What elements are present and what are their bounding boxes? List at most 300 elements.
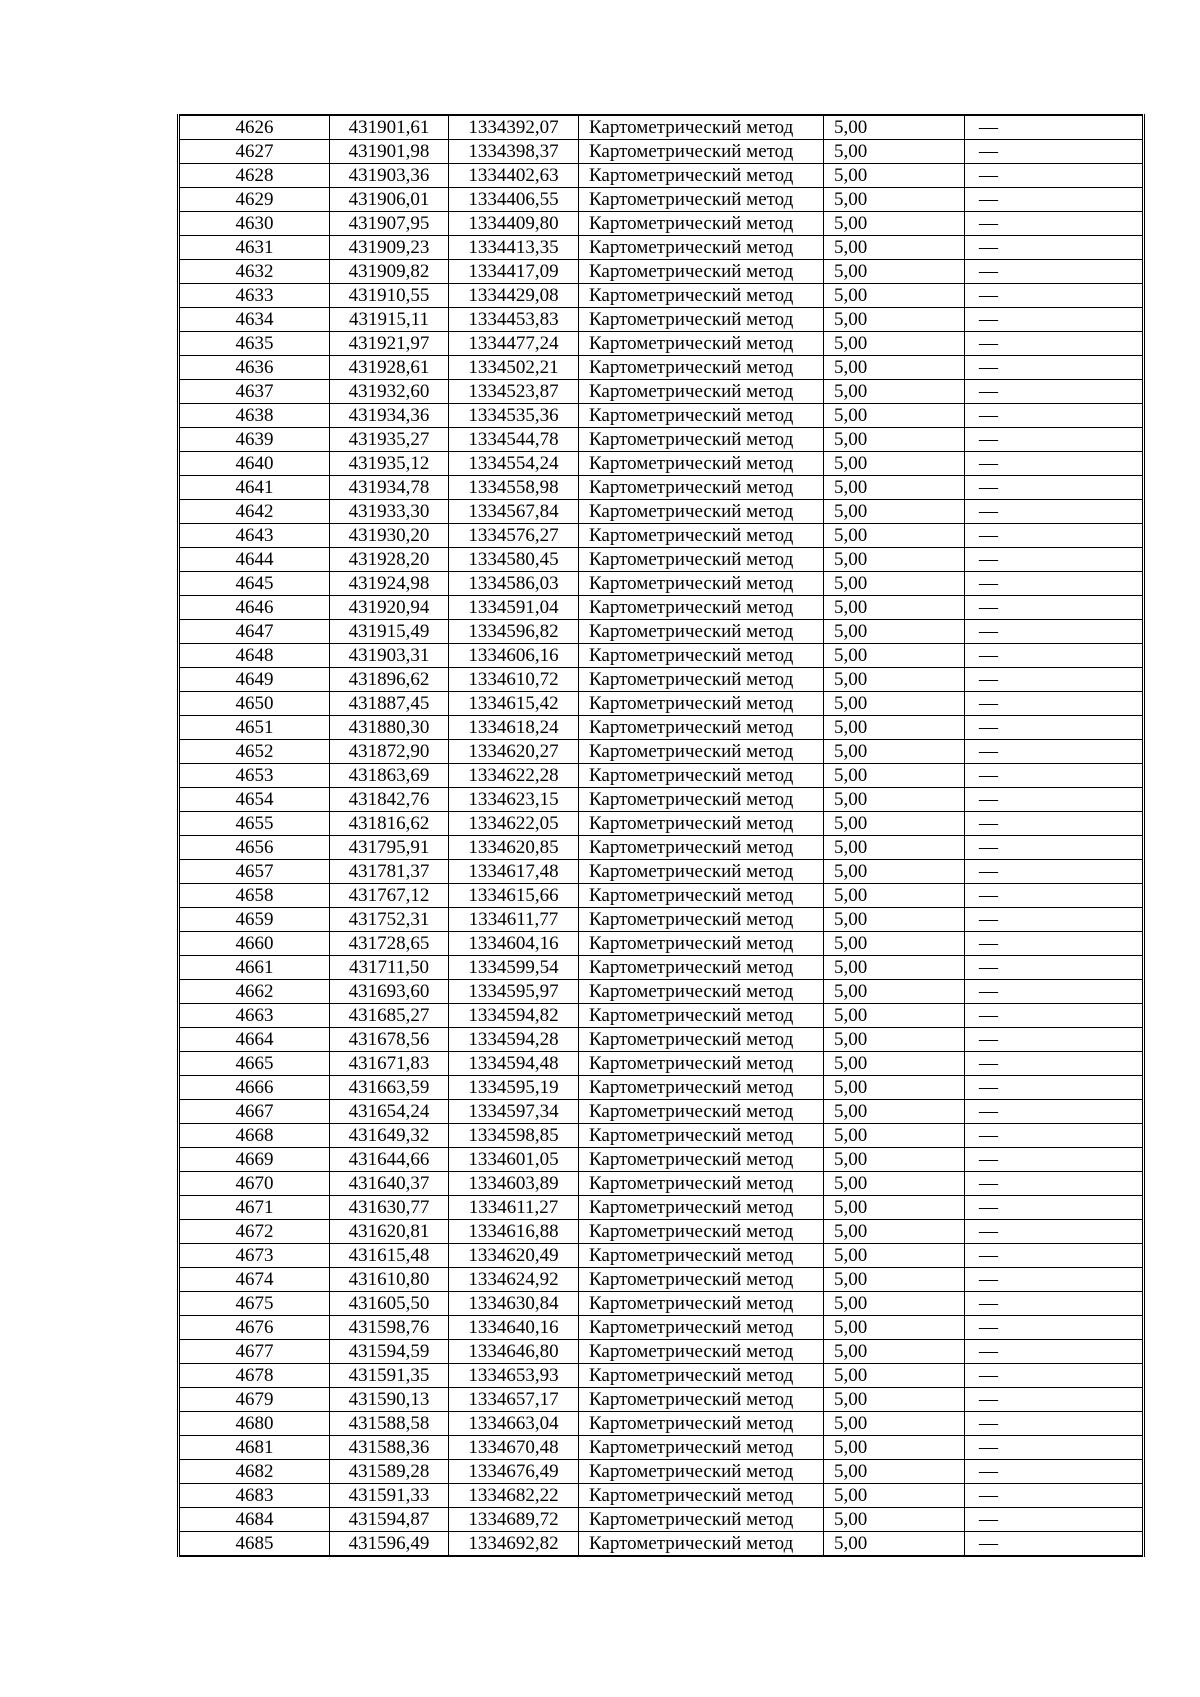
point-number-cell: 4653	[179, 764, 330, 788]
accuracy-cell: 5,00	[824, 1532, 965, 1557]
method-cell: Картометрический метод	[579, 716, 824, 740]
x-coordinate-cell: 431589,28	[330, 1460, 449, 1484]
description-cell: —	[965, 764, 1144, 788]
table-row	[179, 260, 1144, 284]
point-number-cell: 4678	[179, 1364, 330, 1388]
x-coordinate-cell: 431928,61	[330, 356, 449, 380]
accuracy-cell: 5,00	[824, 1268, 965, 1292]
table-row	[179, 620, 1144, 644]
description-cell: —	[965, 836, 1144, 860]
accuracy-cell: 5,00	[824, 860, 965, 884]
accuracy-cell: 5,00	[824, 1508, 965, 1532]
table-row	[179, 524, 1144, 548]
method-cell: Картометрический метод	[579, 932, 824, 956]
description-cell: —	[965, 1412, 1144, 1436]
y-coordinate-cell: 1334406,55	[449, 188, 579, 212]
accuracy-cell: 5,00	[824, 836, 965, 860]
description-cell: —	[965, 860, 1144, 884]
method-cell: Картометрический метод	[579, 284, 824, 308]
y-coordinate-cell: 1334692,82	[449, 1532, 579, 1557]
x-coordinate-cell: 431880,30	[330, 716, 449, 740]
method-cell: Картометрический метод	[579, 812, 824, 836]
y-coordinate-cell: 1334615,66	[449, 884, 579, 908]
y-coordinate-cell: 1334676,49	[449, 1460, 579, 1484]
x-coordinate-cell: 431591,33	[330, 1484, 449, 1508]
x-coordinate-cell: 431887,45	[330, 692, 449, 716]
y-coordinate-cell: 1334604,16	[449, 932, 579, 956]
x-coordinate-cell: 431610,80	[330, 1268, 449, 1292]
x-coordinate-cell: 431920,94	[330, 596, 449, 620]
method-cell: Картометрический метод	[579, 668, 824, 692]
accuracy-cell: 5,00	[824, 1196, 965, 1220]
method-cell: Картометрический метод	[579, 740, 824, 764]
point-number-cell: 4645	[179, 572, 330, 596]
x-coordinate-cell: 431903,36	[330, 164, 449, 188]
description-cell: —	[965, 284, 1144, 308]
description-cell: —	[965, 1316, 1144, 1340]
table-row	[179, 1460, 1144, 1484]
method-cell: Картометрический метод	[579, 1340, 824, 1364]
point-number-cell: 4668	[179, 1124, 330, 1148]
table-row	[179, 476, 1144, 500]
method-cell: Картометрический метод	[579, 380, 824, 404]
table-row	[179, 1484, 1144, 1508]
y-coordinate-cell: 1334591,04	[449, 596, 579, 620]
point-number-cell: 4683	[179, 1484, 330, 1508]
table-row	[179, 188, 1144, 212]
method-cell: Картометрический метод	[579, 212, 824, 236]
point-number-cell: 4634	[179, 308, 330, 332]
table-row	[179, 788, 1144, 812]
accuracy-cell: 5,00	[824, 932, 965, 956]
accuracy-cell: 5,00	[824, 1172, 965, 1196]
method-cell: Картометрический метод	[579, 404, 824, 428]
method-cell: Картометрический метод	[579, 644, 824, 668]
description-cell: —	[965, 236, 1144, 260]
point-number-cell: 4659	[179, 908, 330, 932]
point-number-cell: 4666	[179, 1076, 330, 1100]
accuracy-cell: 5,00	[824, 716, 965, 740]
y-coordinate-cell: 1334646,80	[449, 1340, 579, 1364]
x-coordinate-cell: 431934,78	[330, 476, 449, 500]
point-number-cell: 4626	[179, 115, 330, 140]
point-number-cell: 4684	[179, 1508, 330, 1532]
method-cell: Картометрический метод	[579, 836, 824, 860]
point-number-cell: 4633	[179, 284, 330, 308]
description-cell: —	[965, 1052, 1144, 1076]
point-number-cell: 4639	[179, 428, 330, 452]
method-cell: Картометрический метод	[579, 1484, 824, 1508]
accuracy-cell: 5,00	[824, 1148, 965, 1172]
description-cell: —	[965, 380, 1144, 404]
accuracy-cell: 5,00	[824, 380, 965, 404]
x-coordinate-cell: 431816,62	[330, 812, 449, 836]
accuracy-cell: 5,00	[824, 1052, 965, 1076]
description-cell: —	[965, 188, 1144, 212]
accuracy-cell: 5,00	[824, 428, 965, 452]
method-cell: Картометрический метод	[579, 548, 824, 572]
point-number-cell: 4671	[179, 1196, 330, 1220]
accuracy-cell: 5,00	[824, 1220, 965, 1244]
y-coordinate-cell: 1334611,27	[449, 1196, 579, 1220]
accuracy-cell: 5,00	[824, 1460, 965, 1484]
table-row	[179, 452, 1144, 476]
description-cell: —	[965, 644, 1144, 668]
description-cell: —	[965, 1004, 1144, 1028]
y-coordinate-cell: 1334477,24	[449, 332, 579, 356]
point-number-cell: 4629	[179, 188, 330, 212]
x-coordinate-cell: 431915,49	[330, 620, 449, 644]
accuracy-cell: 5,00	[824, 1100, 965, 1124]
y-coordinate-cell: 1334502,21	[449, 356, 579, 380]
table-row	[179, 1244, 1144, 1268]
x-coordinate-cell: 431930,20	[330, 524, 449, 548]
accuracy-cell: 5,00	[824, 1124, 965, 1148]
table-row	[179, 980, 1144, 1004]
x-coordinate-cell: 431640,37	[330, 1172, 449, 1196]
y-coordinate-cell: 1334544,78	[449, 428, 579, 452]
x-coordinate-cell: 431910,55	[330, 284, 449, 308]
accuracy-cell: 5,00	[824, 115, 965, 140]
point-number-cell: 4636	[179, 356, 330, 380]
x-coordinate-cell: 431909,82	[330, 260, 449, 284]
point-number-cell: 4679	[179, 1388, 330, 1412]
method-cell: Картометрический метод	[579, 884, 824, 908]
table-row	[179, 1364, 1144, 1388]
x-coordinate-cell: 431663,59	[330, 1076, 449, 1100]
method-cell: Картометрический метод	[579, 1292, 824, 1316]
method-cell: Картометрический метод	[579, 1364, 824, 1388]
y-coordinate-cell: 1334453,83	[449, 308, 579, 332]
y-coordinate-cell: 1334615,42	[449, 692, 579, 716]
table-row	[179, 1052, 1144, 1076]
x-coordinate-cell: 431591,35	[330, 1364, 449, 1388]
x-coordinate-cell: 431915,11	[330, 308, 449, 332]
point-number-cell: 4632	[179, 260, 330, 284]
table-row	[179, 164, 1144, 188]
description-cell: —	[965, 452, 1144, 476]
table-row	[179, 572, 1144, 596]
x-coordinate-cell: 431909,23	[330, 236, 449, 260]
accuracy-cell: 5,00	[824, 1436, 965, 1460]
table-row	[179, 380, 1144, 404]
method-cell: Картометрический метод	[579, 140, 824, 164]
x-coordinate-cell: 431671,83	[330, 1052, 449, 1076]
description-cell: —	[965, 620, 1144, 644]
method-cell: Картометрический метод	[579, 1412, 824, 1436]
point-number-cell: 4663	[179, 1004, 330, 1028]
table-row	[179, 284, 1144, 308]
table-row	[179, 1340, 1144, 1364]
method-cell: Картометрический метод	[579, 1100, 824, 1124]
table-row	[179, 1004, 1144, 1028]
point-number-cell: 4675	[179, 1292, 330, 1316]
point-number-cell: 4644	[179, 548, 330, 572]
point-number-cell: 4664	[179, 1028, 330, 1052]
point-number-cell: 4651	[179, 716, 330, 740]
y-coordinate-cell: 1334586,03	[449, 572, 579, 596]
point-number-cell: 4641	[179, 476, 330, 500]
description-cell: —	[965, 1460, 1144, 1484]
y-coordinate-cell: 1334554,24	[449, 452, 579, 476]
description-cell: —	[965, 1124, 1144, 1148]
description-cell: —	[965, 1340, 1144, 1364]
table-row	[179, 596, 1144, 620]
table-row	[179, 1532, 1144, 1557]
x-coordinate-cell: 431596,49	[330, 1532, 449, 1557]
x-coordinate-cell: 431863,69	[330, 764, 449, 788]
accuracy-cell: 5,00	[824, 812, 965, 836]
point-number-cell: 4630	[179, 212, 330, 236]
table-row	[179, 1076, 1144, 1100]
description-cell: —	[965, 1100, 1144, 1124]
accuracy-cell: 5,00	[824, 548, 965, 572]
table-row	[179, 932, 1144, 956]
x-coordinate-cell: 431921,97	[330, 332, 449, 356]
y-coordinate-cell: 1334603,89	[449, 1172, 579, 1196]
method-cell: Картометрический метод	[579, 115, 824, 140]
point-number-cell: 4670	[179, 1172, 330, 1196]
x-coordinate-cell: 431903,31	[330, 644, 449, 668]
x-coordinate-cell: 431588,58	[330, 1412, 449, 1436]
y-coordinate-cell: 1334595,97	[449, 980, 579, 1004]
table-row	[179, 115, 1144, 140]
method-cell: Картометрический метод	[579, 1268, 824, 1292]
point-number-cell: 4673	[179, 1244, 330, 1268]
accuracy-cell: 5,00	[824, 188, 965, 212]
accuracy-cell: 5,00	[824, 788, 965, 812]
method-cell: Картометрический метод	[579, 1508, 824, 1532]
method-cell: Картометрический метод	[579, 596, 824, 620]
point-number-cell: 4646	[179, 596, 330, 620]
description-cell: —	[965, 1364, 1144, 1388]
y-coordinate-cell: 1334598,85	[449, 1124, 579, 1148]
x-coordinate-cell: 431678,56	[330, 1028, 449, 1052]
table-row	[179, 1100, 1144, 1124]
accuracy-cell: 5,00	[824, 404, 965, 428]
point-number-cell: 4680	[179, 1412, 330, 1436]
description-cell: —	[965, 548, 1144, 572]
y-coordinate-cell: 1334599,54	[449, 956, 579, 980]
y-coordinate-cell: 1334398,37	[449, 140, 579, 164]
description-cell: —	[965, 404, 1144, 428]
x-coordinate-cell: 431932,60	[330, 380, 449, 404]
accuracy-cell: 5,00	[824, 1028, 965, 1052]
description-cell: —	[965, 572, 1144, 596]
description-cell: —	[965, 956, 1144, 980]
description-cell: —	[965, 788, 1144, 812]
table-row	[179, 956, 1144, 980]
table-row	[179, 404, 1144, 428]
method-cell: Картометрический метод	[579, 476, 824, 500]
x-coordinate-cell: 431924,98	[330, 572, 449, 596]
table-row	[179, 1508, 1144, 1532]
point-number-cell: 4635	[179, 332, 330, 356]
y-coordinate-cell: 1334413,35	[449, 236, 579, 260]
table-row	[179, 692, 1144, 716]
accuracy-cell: 5,00	[824, 452, 965, 476]
method-cell: Картометрический метод	[579, 356, 824, 380]
method-cell: Картометрический метод	[579, 1052, 824, 1076]
accuracy-cell: 5,00	[824, 356, 965, 380]
method-cell: Картометрический метод	[579, 260, 824, 284]
y-coordinate-cell: 1334640,16	[449, 1316, 579, 1340]
y-coordinate-cell: 1334576,27	[449, 524, 579, 548]
accuracy-cell: 5,00	[824, 1004, 965, 1028]
y-coordinate-cell: 1334580,45	[449, 548, 579, 572]
x-coordinate-cell: 431594,87	[330, 1508, 449, 1532]
y-coordinate-cell: 1334429,08	[449, 284, 579, 308]
y-coordinate-cell: 1334594,82	[449, 1004, 579, 1028]
method-cell: Картометрический метод	[579, 980, 824, 1004]
description-cell: —	[965, 1148, 1144, 1172]
point-number-cell: 4665	[179, 1052, 330, 1076]
method-cell: Картометрический метод	[579, 1244, 824, 1268]
table-row	[179, 1196, 1144, 1220]
y-coordinate-cell: 1334620,49	[449, 1244, 579, 1268]
y-coordinate-cell: 1334622,05	[449, 812, 579, 836]
table-row	[179, 1268, 1144, 1292]
method-cell: Картометрический метод	[579, 1004, 824, 1028]
x-coordinate-cell: 431795,91	[330, 836, 449, 860]
coordinates-table-body	[179, 115, 1144, 1556]
y-coordinate-cell: 1334622,28	[449, 764, 579, 788]
x-coordinate-cell: 431896,62	[330, 668, 449, 692]
table-row	[179, 836, 1144, 860]
description-cell: —	[965, 1508, 1144, 1532]
x-coordinate-cell: 431752,31	[330, 908, 449, 932]
y-coordinate-cell: 1334392,07	[449, 115, 579, 140]
x-coordinate-cell: 431907,95	[330, 212, 449, 236]
x-coordinate-cell: 431901,61	[330, 115, 449, 140]
y-coordinate-cell: 1334620,85	[449, 836, 579, 860]
accuracy-cell: 5,00	[824, 164, 965, 188]
accuracy-cell: 5,00	[824, 1484, 965, 1508]
point-number-cell: 4674	[179, 1268, 330, 1292]
accuracy-cell: 5,00	[824, 1244, 965, 1268]
point-number-cell: 4656	[179, 836, 330, 860]
x-coordinate-cell: 431842,76	[330, 788, 449, 812]
description-cell: —	[965, 1436, 1144, 1460]
point-number-cell: 4658	[179, 884, 330, 908]
table-row	[179, 140, 1144, 164]
y-coordinate-cell: 1334402,63	[449, 164, 579, 188]
accuracy-cell: 5,00	[824, 980, 965, 1004]
accuracy-cell: 5,00	[824, 644, 965, 668]
method-cell: Картометрический метод	[579, 764, 824, 788]
method-cell: Картометрический метод	[579, 1076, 824, 1100]
y-coordinate-cell: 1334606,16	[449, 644, 579, 668]
y-coordinate-cell: 1334610,72	[449, 668, 579, 692]
description-cell: —	[965, 884, 1144, 908]
table-row	[179, 668, 1144, 692]
point-number-cell: 4652	[179, 740, 330, 764]
description-cell: —	[965, 596, 1144, 620]
accuracy-cell: 5,00	[824, 1292, 965, 1316]
y-coordinate-cell: 1334620,27	[449, 740, 579, 764]
point-number-cell: 4660	[179, 932, 330, 956]
accuracy-cell: 5,00	[824, 500, 965, 524]
table-row	[179, 1124, 1144, 1148]
y-coordinate-cell: 1334682,22	[449, 1484, 579, 1508]
accuracy-cell: 5,00	[824, 260, 965, 284]
x-coordinate-cell: 431685,27	[330, 1004, 449, 1028]
table-row	[179, 644, 1144, 668]
description-cell: —	[965, 980, 1144, 1004]
description-cell: —	[965, 428, 1144, 452]
table-row	[179, 764, 1144, 788]
point-number-cell: 4649	[179, 668, 330, 692]
method-cell: Картометрический метод	[579, 308, 824, 332]
y-coordinate-cell: 1334653,93	[449, 1364, 579, 1388]
accuracy-cell: 5,00	[824, 572, 965, 596]
y-coordinate-cell: 1334594,28	[449, 1028, 579, 1052]
x-coordinate-cell: 431906,01	[330, 188, 449, 212]
table-row	[179, 428, 1144, 452]
accuracy-cell: 5,00	[824, 908, 965, 932]
y-coordinate-cell: 1334597,34	[449, 1100, 579, 1124]
table-row	[179, 1220, 1144, 1244]
table-row	[179, 356, 1144, 380]
method-cell: Картометрический метод	[579, 692, 824, 716]
x-coordinate-cell: 431901,98	[330, 140, 449, 164]
accuracy-cell: 5,00	[824, 740, 965, 764]
y-coordinate-cell: 1334567,84	[449, 500, 579, 524]
method-cell: Картометрический метод	[579, 500, 824, 524]
point-number-cell: 4627	[179, 140, 330, 164]
x-coordinate-cell: 431649,32	[330, 1124, 449, 1148]
y-coordinate-cell: 1334630,84	[449, 1292, 579, 1316]
table-row	[179, 500, 1144, 524]
table-row	[179, 740, 1144, 764]
y-coordinate-cell: 1334611,77	[449, 908, 579, 932]
point-number-cell: 4681	[179, 1436, 330, 1460]
table-row	[179, 1412, 1144, 1436]
y-coordinate-cell: 1334663,04	[449, 1412, 579, 1436]
y-coordinate-cell: 1334594,48	[449, 1052, 579, 1076]
accuracy-cell: 5,00	[824, 1076, 965, 1100]
accuracy-cell: 5,00	[824, 476, 965, 500]
method-cell: Картометрический метод	[579, 860, 824, 884]
point-number-cell: 4672	[179, 1220, 330, 1244]
table-row	[179, 332, 1144, 356]
y-coordinate-cell: 1334601,05	[449, 1148, 579, 1172]
description-cell: —	[965, 1244, 1144, 1268]
description-cell: —	[965, 1388, 1144, 1412]
table-row	[179, 1316, 1144, 1340]
point-number-cell: 4637	[179, 380, 330, 404]
accuracy-cell: 5,00	[824, 236, 965, 260]
x-coordinate-cell: 431588,36	[330, 1436, 449, 1460]
y-coordinate-cell: 1334409,80	[449, 212, 579, 236]
table-row	[179, 812, 1144, 836]
accuracy-cell: 5,00	[824, 1364, 965, 1388]
description-cell: —	[965, 308, 1144, 332]
method-cell: Картометрический метод	[579, 956, 824, 980]
description-cell: —	[965, 812, 1144, 836]
x-coordinate-cell: 431935,12	[330, 452, 449, 476]
accuracy-cell: 5,00	[824, 140, 965, 164]
y-coordinate-cell: 1334670,48	[449, 1436, 579, 1460]
description-cell: —	[965, 1196, 1144, 1220]
x-coordinate-cell: 431935,27	[330, 428, 449, 452]
accuracy-cell: 5,00	[824, 1412, 965, 1436]
y-coordinate-cell: 1334689,72	[449, 1508, 579, 1532]
table-row	[179, 1148, 1144, 1172]
point-number-cell: 4650	[179, 692, 330, 716]
method-cell: Картометрический метод	[579, 788, 824, 812]
accuracy-cell: 5,00	[824, 620, 965, 644]
